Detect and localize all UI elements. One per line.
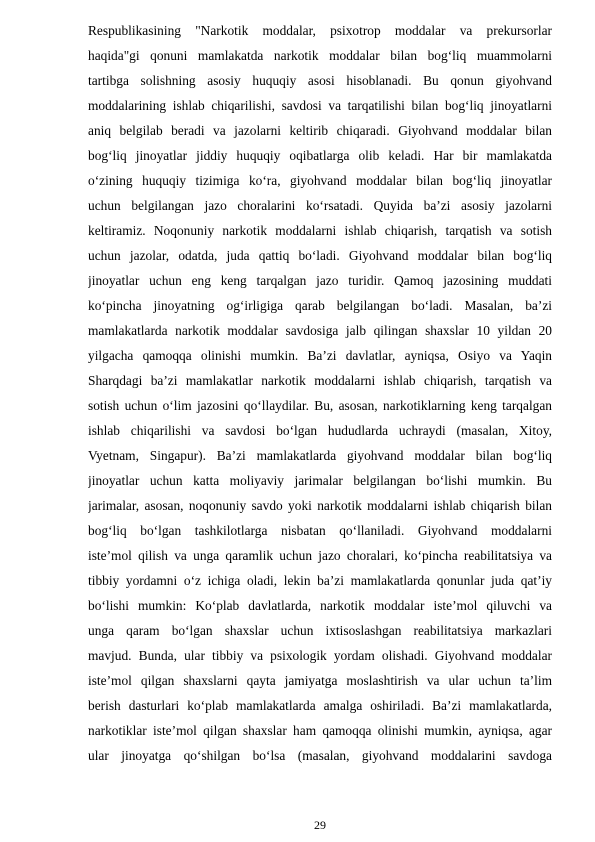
text-line: tartibga solishning asosiy huquqiy asosi hisoblanadi. Bu qonun giyohvand	[88, 73, 552, 88]
text-line: Respublikasining "Narkotik moddalar, psixotrop moddalar va prekursorlar	[88, 23, 552, 38]
text-line: ko‘pincha jinoyatning og‘irligiga qarab belgilangan bo‘ladi. Masalan, ba’zi	[88, 298, 552, 313]
text-line: narkotiklar iste’mol qilgan shaxslar ham qamoqqa olinishi mumkin, ayniqsa, agar	[88, 723, 552, 738]
text-line: sotish uchun o‘lim jazosini qo‘llaydilar. Bu, asosan, narkotiklarning keng tarqalgan	[88, 398, 552, 413]
text-line: uchun belgilangan jazo choralarini ko‘rsatadi. Quyida ba’zi asosiy jazolarni	[88, 198, 552, 213]
text-line: yilgacha qamoqqa olinishi mumkin. Ba’zi davlatlar, ayniqsa, Osiyo va Yaqin	[88, 348, 552, 363]
text-line: bo‘lishi mumkin: Ko‘plab davlatlarda, narkotik moddalar iste’mol qiluvchi va	[88, 598, 552, 613]
text-line: iste’mol qilgan shaxslarni qayta jamiyatga moslashtirish va ular uchun ta’lim	[88, 673, 552, 688]
text-line: moddalarining ishlab chiqarilishi, savdosi va tarqatilishi bilan bog‘liq jinoyatlarni	[88, 98, 552, 113]
text-line: unga qaram bo‘lgan shaxslar uchun ixtisoslashgan reabilitatsiya markazlari	[88, 623, 552, 638]
text-line: jarimalar, asosan, noqonuniy savdo yoki narkotik moddalarni ishlab chiqarish bilan	[88, 498, 552, 513]
text-line: jinoyatlar uchun eng keng tarqalgan jazo turidir. Qamoq jazosining muddati	[88, 273, 552, 288]
text-line: keltiramiz. Noqonuniy narkotik moddalarni ishlab chiqarish, tarqatish va sotish	[88, 223, 552, 238]
text-line: berish dasturlari ko‘plab mamlakatlarda amalga oshiriladi. Ba’zi mamlakatlarda,	[88, 698, 552, 713]
text-line: Sharqdagi ba’zi mamlakatlar narkotik moddalarni ishlab chiqarish, tarqatish va	[88, 373, 552, 388]
text-line: o‘zining huquqiy tizimiga ko‘ra, giyohvand moddalar bilan bog‘liq jinoyatlar	[88, 173, 552, 188]
text-line: bog‘liq bo‘lgan tashkilotlarga nisbatan qo‘llaniladi. Giyohvand moddalarni	[88, 523, 552, 538]
text-line: jinoyatlar uchun katta moliyaviy jarimalar belgilangan bo‘lishi mumkin. Bu	[88, 473, 552, 488]
text-line: uchun jazolar, odatda, juda qattiq bo‘ladi. Giyohvand moddalar bilan bog‘liq	[88, 248, 552, 263]
text-line: ular jinoyatga qo‘shilgan bo‘lsa (masalan, giyohvand moddalarini savdoga	[88, 748, 552, 763]
text-line: aniq belgilab beradi va jazolarni keltirib chiqaradi. Giyohvand moddalar bilan	[88, 123, 552, 138]
text-line: mavjud. Bunda, ular tibbiy va psixologik yordam olishadi. Giyohvand moddalar	[88, 648, 552, 663]
body-text	[88, 18, 552, 768]
text-line: iste’mol qilish va unga qaramlik uchun jazo choralari, ko‘pincha reabilitatsiya va	[88, 548, 552, 563]
text-line: haqida"gi qonuni mamlakatda narkotik moddalar bilan bog‘liq muammolarni	[88, 48, 552, 63]
text-line: Vyetnam, Singapur). Ba’zi mamlakatlarda giyohvand moddalar bilan bog‘liq	[88, 448, 552, 463]
page-number: 29	[314, 818, 326, 832]
text-line: mamlakatlarda narkotik moddalar savdosiga jalb qilingan shaxslar 10 yildan 20	[88, 323, 552, 338]
text-line: tibbiy yordamni o‘z ichiga oladi, lekin ba’zi mamlakatlarda qonunlar juda qat’iy	[88, 573, 552, 588]
text-line: bog‘liq jinoyatlar jiddiy huquqiy oqibatlarga olib keladi. Har bir mamlakatda	[88, 148, 552, 163]
text-line: ishlab chiqarilishi va savdosi bo‘lgan hududlarda uchraydi (masalan, Xitoy,	[88, 423, 552, 438]
